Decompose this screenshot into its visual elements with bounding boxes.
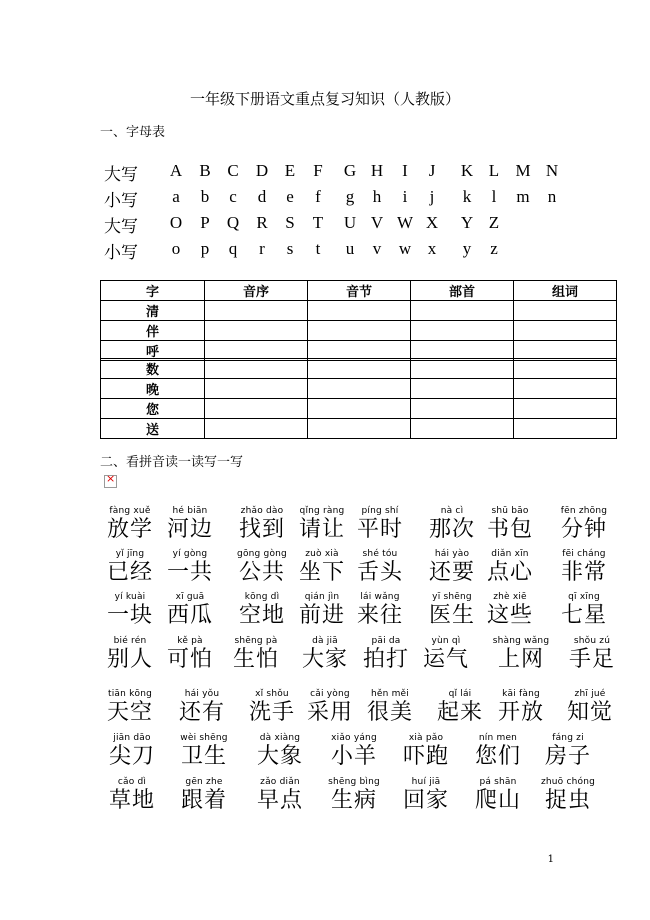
pinyin-word (386, 777, 466, 814)
pinyin-text: yùn qì (431, 636, 461, 646)
table-blank-cell[interactable] (205, 399, 308, 419)
pinyin-word (470, 592, 550, 629)
pinyin-word (528, 777, 608, 814)
character-table-top (100, 280, 617, 361)
alphabet-letter: I (402, 161, 408, 180)
hanzi-text: 手足 (568, 647, 615, 672)
table-char-cell: 您 (101, 399, 205, 419)
pinyin-text: jiān dāo (113, 733, 151, 743)
hanzi-text: 回家 (402, 788, 449, 813)
pinyin-text: xià pǎo (408, 733, 444, 743)
hanzi-text: 空地 (238, 603, 285, 628)
hanzi-text: 生怕 (232, 647, 279, 672)
pinyin-text: zhuō chóng (540, 777, 596, 787)
alphabet-letter: A (169, 161, 183, 180)
hanzi-text: 小羊 (330, 744, 377, 769)
table-blank-cell[interactable] (514, 399, 617, 419)
hanzi-text: 捉虫 (544, 788, 591, 813)
page-number: 1 (547, 854, 554, 865)
hanzi-text: 找到 (238, 517, 285, 542)
table-header-cell: 部首 (411, 281, 514, 301)
pinyin-text: fàng xuě (109, 506, 151, 516)
pinyin-text: wèi shēng (180, 733, 228, 743)
pinyin-text: xǐ shǒu (255, 689, 289, 699)
hanzi-text: 还要 (428, 560, 475, 585)
hanzi-text: 坐下 (298, 560, 345, 585)
pinyin-word (470, 506, 550, 543)
hanzi-text: 拍打 (362, 647, 409, 672)
pinyin-word (481, 636, 561, 673)
table-header-cell: 组词 (514, 281, 617, 301)
table-blank-cell[interactable] (308, 301, 411, 321)
hanzi-text: 七星 (560, 603, 607, 628)
pinyin-text: yǐ jīng (115, 549, 145, 559)
table-blank-cell[interactable] (205, 321, 308, 341)
pinyin-text: shé tóu (362, 549, 398, 559)
hanzi-text: 还有 (178, 700, 225, 725)
hanzi-text: 知觉 (566, 700, 613, 725)
alphabet-letter: z (490, 239, 498, 258)
hanzi-text: 前进 (298, 603, 345, 628)
pinyin-word (150, 592, 230, 629)
table-char-cell: 送 (101, 419, 205, 439)
alphabet-letter: C (227, 161, 239, 180)
alphabet-letter: s (286, 239, 294, 258)
table-blank-cell[interactable] (514, 359, 617, 379)
alphabet-row-label: 大写 (104, 217, 138, 237)
table-blank-cell[interactable] (411, 301, 514, 321)
hanzi-text: 书包 (486, 517, 533, 542)
pinyin-text: fēn zhōng (560, 506, 608, 516)
hanzi-text: 卫生 (180, 744, 227, 769)
alphabet-letter: B (199, 161, 211, 180)
alphabet-letter: T (312, 213, 324, 232)
alphabet-letter: J (428, 161, 436, 180)
alphabet-row-label: 小写 (104, 243, 138, 263)
table-blank-cell[interactable] (411, 379, 514, 399)
table-row (101, 399, 617, 419)
alphabet-letter: E (284, 161, 296, 180)
hanzi-text: 生病 (330, 788, 377, 813)
pinyin-text: hái yǒu (184, 689, 220, 699)
pinyin-word (544, 506, 624, 543)
hanzi-text: 早点 (256, 788, 303, 813)
alphabet-letter: Y (460, 213, 474, 232)
alphabet-letter: u (345, 239, 355, 258)
pinyin-text: tiān kōng (107, 689, 153, 699)
hanzi-text: 起来 (436, 700, 483, 725)
table-row (101, 419, 617, 439)
table-header-row (101, 281, 617, 301)
alphabet-letter: N (545, 161, 559, 180)
hanzi-text: 医生 (428, 603, 475, 628)
pinyin-text: cǎi yòng (310, 689, 350, 699)
alphabet-letter: Q (226, 213, 240, 232)
pinyin-word (340, 592, 420, 629)
hanzi-text: 大家 (301, 647, 348, 672)
alphabet-letter: d (257, 187, 267, 206)
hanzi-text: 西瓜 (166, 603, 213, 628)
table-blank-cell[interactable] (308, 399, 411, 419)
pinyin-text: dà xiàng (259, 733, 301, 743)
table-char-cell: 数 (101, 359, 205, 379)
alphabet-letter: a (172, 187, 180, 206)
hanzi-text: 尖刀 (108, 744, 155, 769)
pinyin-word (164, 733, 244, 770)
hanzi-text: 大象 (256, 744, 303, 769)
table-row (101, 301, 617, 321)
pinyin-text: qǐng ràng (299, 506, 345, 516)
pinyin-text: hé biān (172, 506, 208, 516)
hanzi-text: 跟着 (180, 788, 227, 813)
table-blank-cell[interactable] (411, 321, 514, 341)
hanzi-text: 河边 (166, 517, 213, 542)
pinyin-text: kāi fàng (502, 689, 540, 699)
alphabet-letter: b (200, 187, 210, 206)
alphabet-letter: U (343, 213, 357, 232)
table-char-cell: 晚 (101, 379, 205, 399)
hanzi-text: 吓跑 (402, 744, 449, 769)
hanzi-text: 这些 (486, 603, 533, 628)
pinyin-text: píng shí (361, 506, 399, 516)
alphabet-letter: M (515, 161, 531, 180)
pinyin-word (162, 689, 242, 726)
table-char-cell: 呼 (101, 341, 205, 361)
table-blank-cell[interactable] (205, 301, 308, 321)
hanzi-text: 房子 (544, 744, 591, 769)
hanzi-text: 一共 (166, 560, 213, 585)
pinyin-word (92, 733, 172, 770)
hanzi-text: 舌头 (356, 560, 403, 585)
pinyin-text: shàng wǎng (492, 636, 550, 646)
alphabet-letter: K (460, 161, 474, 180)
pinyin-text: zhǎo dào (240, 506, 284, 516)
pinyin-text: shēng pà (234, 636, 278, 646)
alphabet-letter: V (370, 213, 384, 232)
pinyin-word (406, 636, 486, 673)
alphabet-letter: S (285, 213, 295, 232)
alphabet-letter: Z (488, 213, 500, 232)
table-blank-cell[interactable] (205, 379, 308, 399)
table-row (101, 359, 617, 379)
pinyin-text: huí jiā (411, 777, 441, 787)
alphabet-letter: W (396, 213, 414, 232)
table-blank-cell[interactable] (308, 419, 411, 439)
pinyin-text: yī shēng (432, 592, 472, 602)
table-blank-cell[interactable] (514, 419, 617, 439)
pinyin-text: dà jiā (312, 636, 338, 646)
pinyin-word (544, 549, 624, 586)
pinyin-text: xiǎo yáng (331, 733, 377, 743)
hanzi-text: 平时 (356, 517, 403, 542)
table-header-cell: 字 (101, 281, 205, 301)
table-blank-cell[interactable] (411, 399, 514, 419)
pinyin-text: kě pà (177, 636, 203, 646)
page-title: 一年级下册语文重点复习知识（人教版） (189, 90, 460, 108)
alphabet-letter: f (315, 187, 321, 206)
pinyin-word (340, 506, 420, 543)
pinyin-word (550, 689, 630, 726)
hanzi-text: 上网 (497, 647, 544, 672)
hanzi-text: 采用 (306, 700, 353, 725)
alphabet-letter: g (345, 187, 355, 206)
pinyin-text: qǐ lái (448, 689, 472, 699)
table-char-cell: 伴 (101, 321, 205, 341)
pinyin-text: zhī jué (574, 689, 606, 699)
hanzi-text: 别人 (106, 647, 153, 672)
pinyin-text: hái yào (434, 549, 470, 559)
hanzi-text: 公共 (238, 560, 285, 585)
table-blank-cell[interactable] (411, 419, 514, 439)
pinyin-word (544, 592, 624, 629)
pinyin-word (470, 549, 550, 586)
alphabet-letter: l (491, 187, 497, 206)
pinyin-word (386, 733, 466, 770)
pinyin-text: pāi da (371, 636, 401, 646)
pinyin-word (240, 777, 320, 814)
pinyin-word (340, 549, 420, 586)
hanzi-text: 已经 (106, 560, 153, 585)
table-row (101, 321, 617, 341)
alphabet-letter: G (343, 161, 357, 180)
pinyin-text: diǎn xīn (491, 549, 529, 559)
hanzi-text: 您们 (474, 744, 521, 769)
table-header-cell: 音节 (308, 281, 411, 301)
pinyin-word (528, 733, 608, 770)
pinyin-word (150, 549, 230, 586)
alphabet-letter: O (169, 213, 183, 232)
hanzi-text: 草地 (108, 788, 155, 813)
table-blank-cell[interactable] (308, 359, 411, 379)
pinyin-text: pá shān (479, 777, 517, 787)
hanzi-text: 分钟 (560, 517, 607, 542)
pinyin-text: zhè xiē (493, 592, 527, 602)
alphabet-row-label: 小写 (104, 191, 138, 211)
hanzi-text: 开放 (497, 700, 544, 725)
hanzi-text: 来往 (356, 603, 403, 628)
pinyin-word (164, 777, 244, 814)
hanzi-text: 非常 (560, 560, 607, 585)
alphabet-letter: i (402, 187, 408, 206)
alphabet-letter: k (462, 187, 472, 206)
hanzi-text: 请让 (298, 517, 345, 542)
pinyin-text: yí gòng (172, 549, 208, 559)
pinyin-word (458, 733, 538, 770)
hanzi-text: 爬山 (474, 788, 521, 813)
pinyin-text: fēi cháng (562, 549, 606, 559)
pinyin-text: kōng dì (244, 592, 280, 602)
alphabet-letter: o (171, 239, 181, 258)
pinyin-text: bié rén (113, 636, 147, 646)
character-table-bottom (100, 358, 617, 439)
hanzi-text: 那次 (428, 517, 475, 542)
table-blank-cell[interactable] (205, 359, 308, 379)
hanzi-text: 点心 (486, 560, 533, 585)
alphabet-letter: v (372, 239, 382, 258)
pinyin-text: nà cì (440, 506, 464, 516)
alphabet-letter: D (255, 161, 269, 180)
pinyin-text: xī guā (175, 592, 205, 602)
pinyin-text: shǒu zú (573, 636, 611, 646)
pinyin-word (458, 777, 538, 814)
alphabet-letter: w (398, 239, 412, 258)
alphabet-letter: P (200, 213, 210, 232)
section-heading-pinyin: 二、看拼音读一读写一写 (100, 455, 244, 470)
alphabet-letter: x (427, 239, 437, 258)
hanzi-text: 一块 (106, 603, 153, 628)
pinyin-text: nín men (478, 733, 518, 743)
table-blank-cell[interactable] (205, 419, 308, 439)
alphabet-letter: m (516, 187, 530, 206)
alphabet-letter: h (372, 187, 382, 206)
pinyin-word (240, 733, 320, 770)
table-blank-cell[interactable] (411, 359, 514, 379)
alphabet-letter: q (228, 239, 238, 258)
pinyin-word (92, 777, 172, 814)
table-blank-cell[interactable] (514, 301, 617, 321)
pinyin-text: gēn zhe (185, 777, 223, 787)
alphabet-letter: e (286, 187, 294, 206)
hanzi-text: 可怕 (166, 647, 213, 672)
table-blank-cell[interactable] (308, 321, 411, 341)
pinyin-text: yí kuài (114, 592, 146, 602)
alphabet-letter: n (547, 187, 557, 206)
table-blank-cell[interactable] (514, 379, 617, 399)
pinyin-text: shēng bìng (328, 777, 380, 787)
table-row (101, 379, 617, 399)
pinyin-text: lái wǎng (360, 592, 400, 602)
pinyin-word (314, 777, 394, 814)
pinyin-word (150, 506, 230, 543)
section-heading-alphabet: 一、字母表 (100, 125, 166, 140)
pinyin-text: shū bāo (491, 506, 529, 516)
hanzi-text: 放学 (106, 517, 153, 542)
alphabet-letter: y (462, 239, 472, 258)
table-header-cell: 音序 (205, 281, 308, 301)
alphabet-letter: c (229, 187, 237, 206)
table-blank-cell[interactable] (514, 321, 617, 341)
pinyin-word (314, 733, 394, 770)
pinyin-word (350, 689, 430, 726)
alphabet-letter: X (425, 213, 439, 232)
pinyin-word (90, 689, 170, 726)
alphabet-letter: t (315, 239, 321, 258)
table-char-cell: 清 (101, 301, 205, 321)
alphabet-letter: R (256, 213, 268, 232)
pinyin-word (552, 636, 632, 673)
pinyin-text: zǎo diǎn (260, 777, 300, 787)
pinyin-text: fáng zi (552, 733, 584, 743)
pinyin-text: gōng gòng (237, 549, 287, 559)
pinyin-text: hěn měi (370, 689, 409, 699)
pinyin-text: cǎo dì (117, 777, 147, 787)
alphabet-letter: j (429, 187, 435, 206)
alphabet-row-label: 大写 (104, 165, 138, 185)
alphabet-letter: L (488, 161, 500, 180)
broken-image-icon: × (104, 475, 117, 488)
pinyin-text: qián jìn (304, 592, 340, 602)
alphabet-letter: r (259, 239, 265, 258)
hanzi-text: 很美 (366, 700, 413, 725)
table-blank-cell[interactable] (308, 379, 411, 399)
hanzi-text: 洗手 (248, 700, 295, 725)
pinyin-text: qī xīng (568, 592, 600, 602)
hanzi-text: 运气 (422, 647, 469, 672)
alphabet-letter: p (200, 239, 210, 258)
pinyin-word (481, 689, 561, 726)
pinyin-word (216, 636, 296, 673)
alphabet-letter: H (370, 161, 384, 180)
alphabet-letter: F (313, 161, 323, 180)
pinyin-text: zuò xià (305, 549, 339, 559)
hanzi-text: 天空 (106, 700, 153, 725)
